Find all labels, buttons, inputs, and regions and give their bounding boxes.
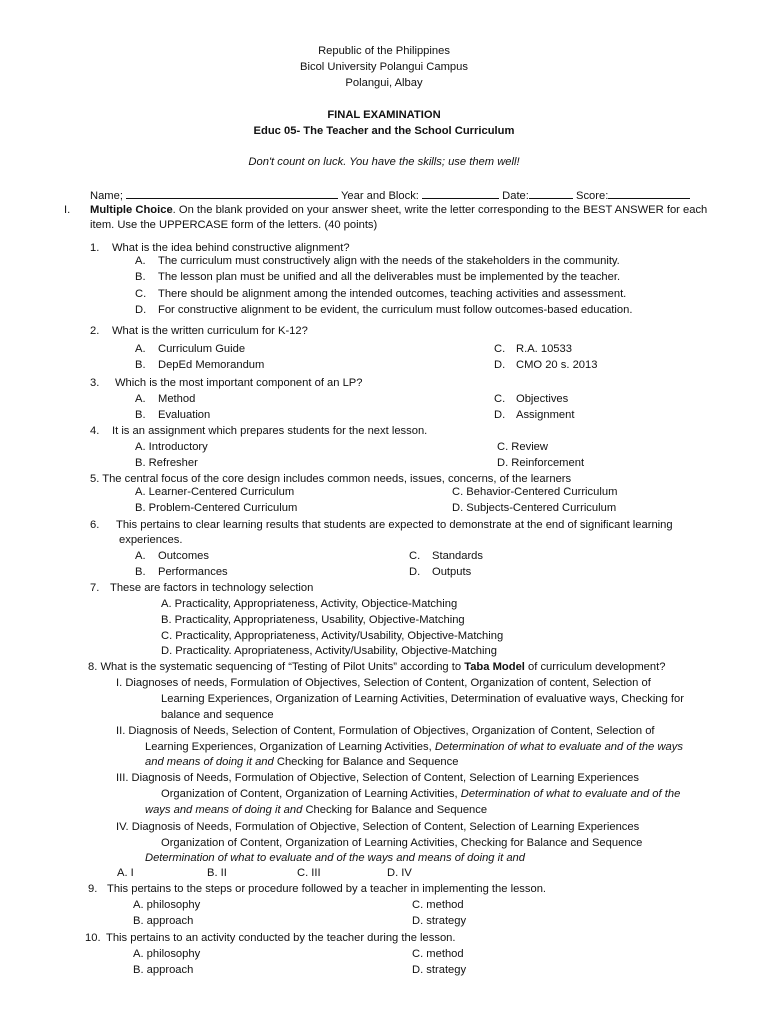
q1-option-b: The lesson plan must be unified and all the deliverables must be implemented by the teacher.	[158, 271, 621, 283]
q8-option-c: C. III	[297, 867, 321, 879]
q8-option-b: B. II	[207, 867, 227, 879]
section-instruction-line1: Multiple Choice. On the blank provided on your answer sheet, write the letter corresponding to the BEST ANSWER for each	[90, 204, 708, 216]
q7-option-d: D. Practicality. Apropriateness, Activity/Usability, Objective-Matching	[161, 645, 497, 657]
q5-option-d: D. Subjects-Centered Curriculum	[452, 502, 617, 514]
taba-model-term: Taba Model	[464, 661, 525, 673]
q6-number: 6.	[90, 519, 100, 531]
q8-option-d: D. IV	[387, 867, 412, 879]
q4-option-b: B. Refresher	[135, 457, 198, 469]
header-university: Bicol University Polangui Campus	[300, 61, 468, 73]
q1-option-b-letter: B.	[135, 271, 146, 283]
q3-option-d: Assignment	[516, 409, 575, 421]
q3-option-c-letter: C.	[494, 393, 506, 405]
q1-question: What is the idea behind constructive alignment?	[112, 242, 350, 254]
q8-sequence-iii-line3: ways and means of doing it and Checking for Balance and Sequence	[145, 804, 488, 816]
section-instruction-line2: item. Use the UPPERCASE form of the letters. (40 points)	[90, 219, 378, 231]
q4-option-c: C. Review	[497, 441, 548, 453]
q6-option-c: Standards	[432, 550, 483, 562]
q3-option-c: Objectives	[516, 393, 569, 405]
course-title: Educ 05- The Teacher and the School Curriculum	[253, 125, 515, 137]
exam-title: FINAL EXAMINATION	[327, 109, 441, 121]
q6-option-c-letter: C.	[409, 550, 421, 562]
q2-option-c: R.A. 10533	[516, 343, 572, 355]
q6-question-line1: This pertains to clear learning results that students are expected to demonstrate at the end of significant learning	[116, 519, 673, 531]
q3-number: 3.	[90, 377, 100, 389]
q8-sequence-ii-line2: Learning Experiences, Organization of Learning Activities, Determination of what to evaluate and of the ways	[145, 741, 683, 753]
q8-sequence-i-line1: I. Diagnoses of needs, Formulation of Objectives, Selection of Content, Organization of content, Selection of	[116, 677, 651, 689]
motto: Don't count on luck. You have the skills; use them well!	[248, 156, 520, 168]
q6-option-b-letter: B.	[135, 566, 146, 578]
q1-option-a-letter: A.	[135, 255, 146, 267]
student-info-line	[90, 187, 690, 203]
name-label: Name;	[90, 190, 123, 202]
q1-option-c-letter: C.	[135, 288, 147, 300]
q2-option-b: DepEd Memorandum	[158, 359, 265, 371]
q1-option-a: The curriculum must constructively align with the needs of the stakeholders in the community.	[158, 255, 620, 267]
q8-sequence-iv-line1: IV. Diagnosis of Needs, Formulation of Objective, Selection of Content, Selection of Learning Experiences	[116, 821, 640, 833]
q3-option-b: Evaluation	[158, 409, 211, 421]
section-title: Multiple Choice	[90, 204, 173, 216]
q1-option-c: There should be alignment among the intended outcomes, teaching activities and assessment.	[158, 288, 627, 300]
q10-question: This pertains to an activity conducted by the teacher during the lesson.	[106, 932, 456, 944]
q7-option-c: C. Practicality, Appropriateness, Activity/Usability, Objective-Matching	[161, 630, 504, 642]
q8-sequence-ii-line1: II. Diagnosis of Needs, Selection of Content, Formulation of Objectives, Organization of Content, Selection of	[116, 725, 655, 737]
score-blank	[608, 187, 690, 199]
q3-question: Which is the most important component of an LP?	[115, 377, 363, 389]
header-republic: Republic of the Philippines	[318, 45, 450, 57]
q4-number: 4.	[90, 425, 100, 437]
q8-sequence-iii-line1: III. Diagnosis of Needs, Formulation of Objective, Selection of Content, Selection of Learning Experiences	[116, 772, 639, 784]
section-numeral: I.	[64, 204, 71, 216]
q9-option-a: A. philosophy	[133, 899, 201, 911]
q9-number: 9.	[88, 883, 98, 895]
q8-option-a: A. I	[117, 867, 134, 879]
q8-sequence-iv-line2: Organization of Content, Organization of Learning Activities, Checking for Balance and Sequence	[161, 837, 643, 849]
q10-option-d: D. strategy	[412, 964, 467, 976]
q3-option-a-letter: A.	[135, 393, 146, 405]
q9-option-b: B. approach	[133, 915, 194, 927]
q10-option-b: B. approach	[133, 964, 194, 976]
q9-question: This pertains to the steps or procedure followed by a teacher in implementing the lesson.	[107, 883, 547, 895]
q2-number: 2.	[90, 325, 100, 337]
year-block-blank	[422, 187, 499, 199]
q2-option-a-letter: A.	[135, 343, 146, 355]
q3-option-d-letter: D.	[494, 409, 506, 421]
q6-option-a-letter: A.	[135, 550, 146, 562]
year-block-label: Year and Block:	[340, 190, 419, 202]
q6-question-line2: experiences.	[119, 534, 183, 546]
q5-option-a: A. Learner-Centered Curriculum	[135, 486, 295, 498]
q4-option-a: A. Introductory	[135, 441, 208, 453]
q7-option-a: A. Practicality, Appropriateness, Activity, Objectice-Matching	[161, 598, 458, 610]
q7-question: These are factors in technology selection	[110, 582, 314, 594]
q3-option-a: Method	[158, 393, 196, 405]
q7-option-b: B. Practicality, Appropriateness, Usability, Objective-Matching	[161, 614, 465, 626]
q1-option-d: For constructive alignment to be evident, the curriculum must follow outcomes-based education.	[158, 304, 633, 316]
q9-option-c: C. method	[412, 899, 464, 911]
q8-sequence-i-line2: Learning Experiences, Organization of Learning Activities, Determination of evaluative ways, Checking for	[161, 693, 684, 705]
q2-option-b-letter: B.	[135, 359, 146, 371]
q1-number: 1.	[90, 242, 100, 254]
q2-option-d: CMO 20 s. 2013	[516, 359, 598, 371]
q10-option-a: A. philosophy	[133, 948, 201, 960]
q10-number: 10.	[85, 932, 101, 944]
name-blank	[126, 187, 338, 199]
q4-option-d: D. Reinforcement	[497, 457, 585, 469]
q5-option-c: C. Behavior-Centered Curriculum	[452, 486, 618, 498]
q5-question: 5. The central focus of the core design includes common needs, issues, concerns, of the learners	[90, 473, 572, 485]
q8-sequence-ii-line3: and means of doing it and Checking for Balance and Sequence	[145, 756, 459, 768]
q6-option-d: Outputs	[432, 566, 472, 578]
q8-sequence-iii-line2: Organization of Content, Organization of Learning Activities, Determination of what to evaluate and of the	[161, 788, 681, 800]
q6-option-b: Performances	[158, 566, 228, 578]
q2-option-c-letter: C.	[494, 343, 506, 355]
q7-number: 7.	[90, 582, 100, 594]
q8-sequence-iv-line3: Determination of what to evaluate and of the ways and means of doing it and	[145, 852, 525, 864]
q6-option-d-letter: D.	[409, 566, 421, 578]
q5-option-b: B. Problem-Centered Curriculum	[135, 502, 298, 514]
q2-question: What is the written curriculum for K-12?	[112, 325, 308, 337]
q8-sequence-i-line3: balance and sequence	[161, 709, 274, 721]
q6-option-a: Outcomes	[158, 550, 209, 562]
q4-question: It is an assignment which prepares students for the next lesson.	[112, 425, 428, 437]
q1-option-d-letter: D.	[135, 304, 147, 316]
score-label: Score:	[576, 190, 609, 202]
date-label: Date:	[502, 190, 529, 202]
q2-option-a: Curriculum Guide	[158, 343, 246, 355]
q8-question: 8. What is the systematic sequencing of “Testing of Pilot Units” according to Taba Model of curriculum development?	[88, 661, 666, 673]
q2-option-d-letter: D.	[494, 359, 506, 371]
date-blank	[529, 187, 573, 199]
q9-option-d: D. strategy	[412, 915, 467, 927]
q3-option-b-letter: B.	[135, 409, 146, 421]
q10-option-c: C. method	[412, 948, 464, 960]
header-location: Polangui, Albay	[345, 77, 423, 89]
